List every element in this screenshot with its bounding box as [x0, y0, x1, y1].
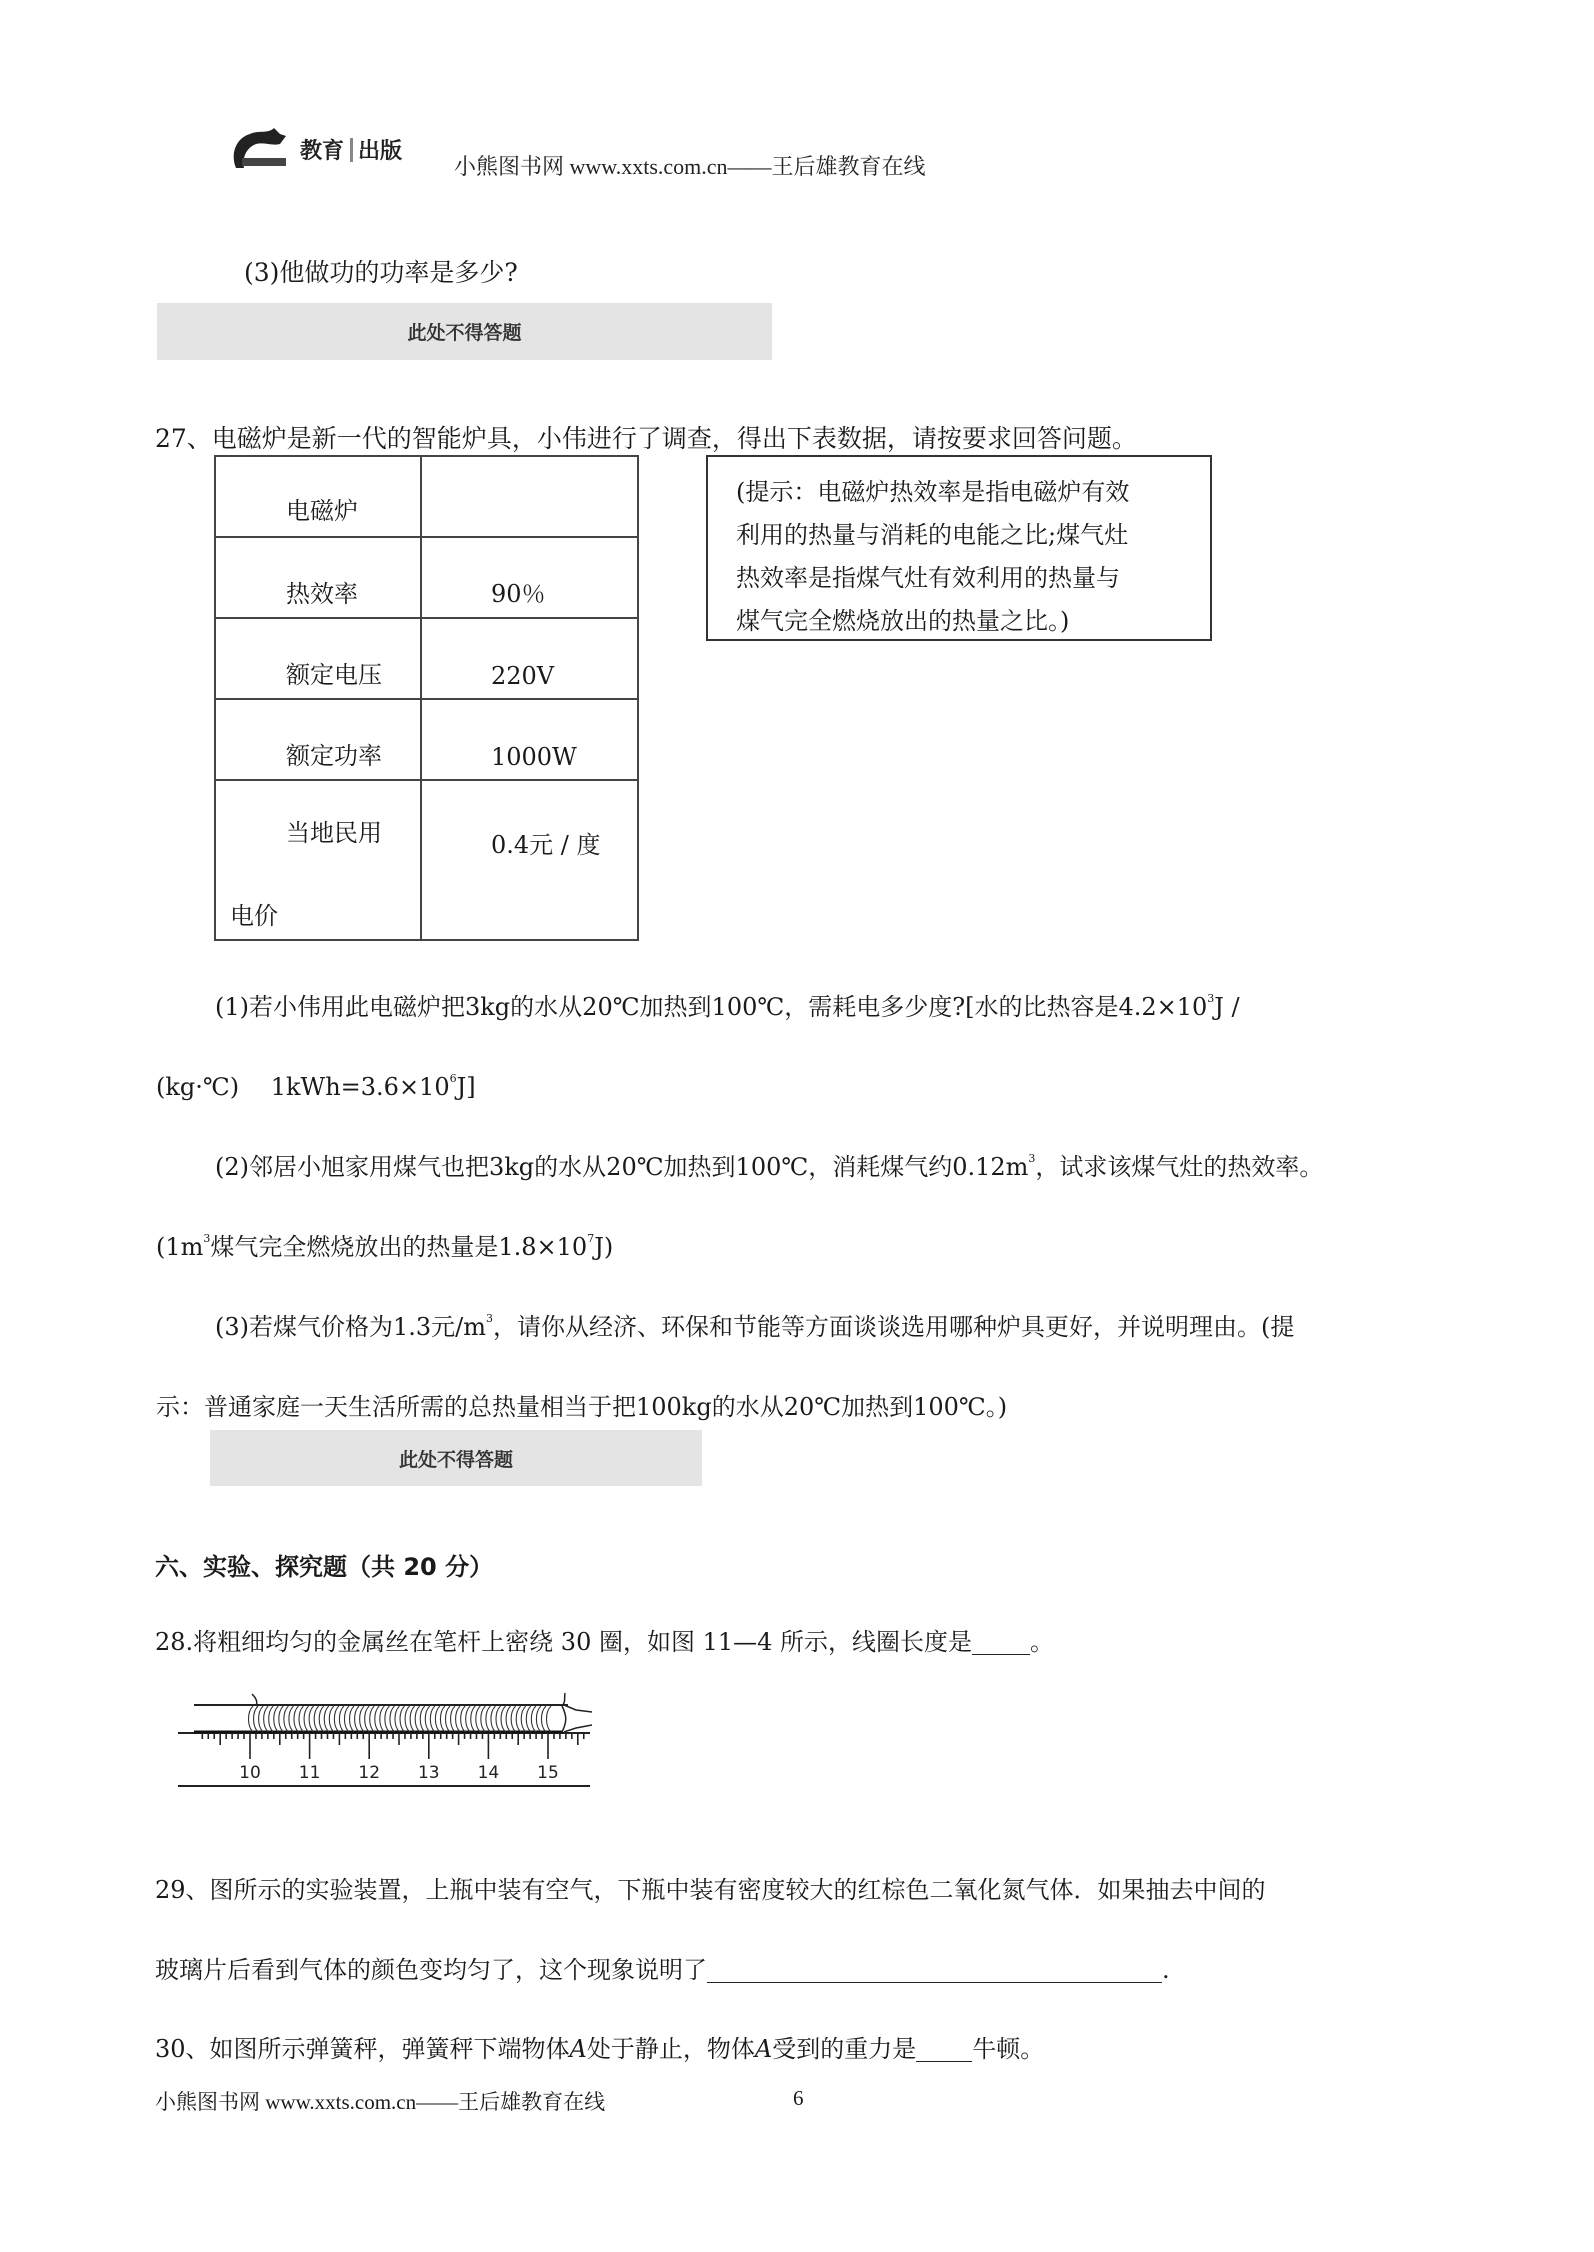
coil-turn [254, 1706, 259, 1732]
q27-sub1-line1 [215, 992, 1240, 1021]
text: J / [1214, 993, 1240, 1021]
no-answer-label: 此处不得答题 [407, 323, 522, 344]
coil-turn [259, 1706, 264, 1732]
coil-turn [274, 1706, 279, 1732]
superscript: 3 [1028, 1152, 1036, 1165]
superscript: 3 [486, 1312, 494, 1325]
table-row [215, 780, 638, 940]
coil-turn [249, 1706, 254, 1732]
coil-turn [430, 1706, 435, 1732]
table-row [215, 456, 638, 537]
text: 28.将粗细均匀的金属丝在笔杆上密绕 30 圈，如图 11—4 所示，线圈长度是 [155, 1628, 973, 1656]
ruler-label: 14 [477, 1763, 500, 1783]
q27-sub1-line2 [156, 1072, 476, 1101]
table-row [215, 537, 638, 618]
text: . [1162, 1956, 1170, 1984]
text: 处于静止，物体 [586, 2035, 755, 2063]
coil-turn [420, 1706, 425, 1732]
coil-turn [466, 1706, 471, 1732]
row-value: 1000W [491, 743, 577, 771]
row-label-line2: 电价 [230, 902, 278, 930]
coil-turn [481, 1706, 486, 1732]
coil-turn [355, 1706, 360, 1732]
text: (2)邻居小旭家用煤气也把3kg的水从20℃加热到100℃，消耗煤气约0.12m [215, 1153, 1029, 1181]
superscript: 7 [587, 1232, 595, 1245]
row-label: 额定电压 [286, 661, 382, 689]
coil-turn [329, 1706, 334, 1732]
table-cell [421, 618, 638, 699]
q27-stem: 27、电磁炉是新一代的智能炉具，小伟进行了调查，得出下表数据，请按要求回答问题。 [155, 424, 1137, 453]
coil-turn [284, 1706, 289, 1732]
q30-stem [155, 2037, 1044, 2062]
table-cell [215, 780, 421, 940]
coil-turn [526, 1706, 531, 1732]
text: 30、如图所示弹簧秤，弹簧秤下端物体 [155, 2035, 570, 2063]
coil-turn [456, 1706, 461, 1732]
coil-turn [410, 1706, 415, 1732]
ruler-label: 15 [537, 1763, 559, 1783]
coil-turn [304, 1706, 309, 1732]
coil-turn [309, 1706, 314, 1732]
no-answer-zone-2 [210, 1430, 702, 1486]
text: ，试求该煤气灶的热效率。 [1035, 1153, 1324, 1181]
ruler-label: 10 [239, 1763, 261, 1783]
coil-turn [511, 1706, 515, 1732]
coil-turn [299, 1706, 304, 1732]
q26-sub3: (3)他做功的功率是多少? [244, 258, 518, 287]
text: J] [456, 1073, 476, 1101]
section-title: 六、实验、探究题（共 20 分） [155, 1553, 494, 1581]
coil-turn [501, 1706, 506, 1732]
row-value: 0.4元 / 度 [491, 831, 601, 859]
coil-turn [360, 1706, 365, 1732]
hint-line: 热效率是指煤气灶有效利用的热量与 [736, 564, 1120, 592]
row-label: 热效率 [286, 580, 358, 608]
coil-turn [375, 1706, 380, 1732]
coil-turn [385, 1706, 390, 1732]
ruler-label: 11 [298, 1763, 321, 1783]
superscript: 3 [1207, 992, 1215, 1005]
coil-turn [390, 1706, 395, 1732]
coil-turn [516, 1706, 521, 1732]
coil-turn [445, 1706, 450, 1732]
table-cell [215, 456, 421, 537]
coil-turn [531, 1706, 536, 1732]
coil-turn [405, 1706, 410, 1732]
coil-turn [269, 1706, 274, 1732]
no-answer-label: 此处不得答题 [398, 1449, 513, 1471]
coil-turn [334, 1706, 339, 1732]
coil-turn [314, 1706, 319, 1732]
table-row [215, 618, 638, 699]
table-cell [421, 699, 638, 780]
coil-turn [370, 1706, 375, 1732]
induction-cooker-table [214, 455, 639, 941]
row-label-line1: 当地民用 [286, 819, 382, 847]
page-number: 6 [793, 2086, 804, 2110]
coil-turn [521, 1706, 526, 1732]
coil-turn [471, 1706, 476, 1732]
no-answer-zone-1 [157, 303, 772, 360]
text: 玻璃片后看到气体的颜色变均匀了，这个现象说明了 [155, 1956, 707, 1984]
hint-line: 煤气完全燃烧放出的热量之比。) [736, 607, 1070, 635]
text: 。 [1030, 1628, 1055, 1656]
q28-stem [155, 1630, 1054, 1655]
coil-turn [324, 1706, 329, 1732]
coil-turn [476, 1706, 481, 1732]
header-site-text: 小熊图书网 www.xxts.com.cn——王后雄教育在线 [454, 154, 926, 179]
superscript: 3 [203, 1232, 211, 1245]
table-cell [215, 537, 421, 618]
ruler-label: 12 [358, 1763, 381, 1783]
coil-turn [380, 1706, 385, 1732]
svg-text:教育: 教育 [300, 139, 345, 164]
coil-turn [491, 1706, 496, 1732]
coil-turn [339, 1706, 344, 1732]
q29-line2 [155, 1958, 1170, 1983]
coil-turn [365, 1706, 370, 1732]
coil-turn [264, 1706, 269, 1732]
text: ，请你从经济、环保和节能等方面谈谈选用哪种炉具更好，并说明理由。(提 [493, 1313, 1295, 1341]
coil-ruler-figure [168, 1688, 596, 1790]
text: (3)若煤气价格为1.3元/m [215, 1313, 487, 1341]
footer-site-text: 小熊图书网 www.xxts.com.cn——王后雄教育在线 [155, 2090, 606, 2114]
q27-sub3-line1 [215, 1312, 1295, 1341]
coil-turn [319, 1706, 324, 1732]
row-value: 220V [491, 662, 555, 690]
coil-turn [451, 1706, 456, 1732]
svg-text:出版: 出版 [358, 139, 403, 164]
text: 受到的重力是 [772, 2035, 917, 2063]
table-cell [421, 456, 638, 537]
coil-turn [289, 1706, 294, 1732]
coil-turn [400, 1706, 405, 1732]
coil-turn [547, 1706, 552, 1732]
ruler-label: 13 [417, 1763, 440, 1783]
coil-turn [496, 1706, 501, 1732]
variable: A [569, 2035, 587, 2063]
text: (1)若小伟用此电磁炉把3kg的水从20℃加热到100℃，需耗电多少度?[水的比热容是4.2×10 [215, 993, 1208, 1021]
text: 牛顿。 [972, 2035, 1045, 2063]
coil-turn [344, 1706, 349, 1732]
variable: A [754, 2035, 773, 2063]
table-header-label: 电磁炉 [286, 497, 358, 525]
table-cell [215, 699, 421, 780]
coil-turn [395, 1706, 400, 1732]
row-label: 额定功率 [286, 742, 382, 770]
q29-line1: 29、图所示的实验装置，上瓶中装有空气，下瓶中装有密度较大的红棕色二氧化氮气体．如果抽去中间的 [155, 1876, 1266, 1904]
q27-sub2-line1 [215, 1152, 1324, 1181]
coil-turn [461, 1706, 466, 1732]
table-cell [421, 780, 638, 940]
coil-turn [425, 1706, 430, 1732]
table-row [215, 699, 638, 780]
answer-blank[interactable] [972, 1630, 1030, 1655]
coil-turn [440, 1706, 445, 1732]
answer-blank[interactable] [707, 1958, 1162, 1983]
q27-sub2-line2 [156, 1232, 614, 1261]
superscript: 6 [449, 1072, 457, 1085]
answer-blank[interactable] [916, 2037, 972, 2062]
q27-sub3-line2: 示：普通家庭一天生活所需的总热量相当于把100kg的水从20℃加热到100℃。) [156, 1393, 1008, 1421]
coil-turn [435, 1706, 440, 1732]
hint-line: (提示：电磁炉热效率是指电磁炉有效 [736, 478, 1130, 506]
text: (1m [156, 1233, 204, 1261]
hint-line: 利用的热量与消耗的电能之比;煤气灶 [736, 521, 1129, 549]
coil-turn [506, 1706, 511, 1732]
coil-turn [350, 1706, 355, 1732]
text: (kg·℃) 1kWh=3.6×10 [156, 1073, 450, 1101]
row-value: 90％ [491, 580, 546, 608]
text: J) [594, 1233, 614, 1261]
table-cell [421, 537, 638, 618]
table-cell [215, 618, 421, 699]
hint-box [706, 455, 1212, 641]
coil-turn [294, 1706, 299, 1732]
coil-turn [486, 1706, 491, 1732]
coil-turn [541, 1706, 546, 1732]
text: 煤气完全燃烧放出的热量是1.8×10 [210, 1233, 588, 1261]
coil-turn [415, 1706, 420, 1732]
ruler-diagram [168, 1688, 596, 1790]
coil-turn [536, 1706, 541, 1732]
coil-turn [279, 1706, 284, 1732]
